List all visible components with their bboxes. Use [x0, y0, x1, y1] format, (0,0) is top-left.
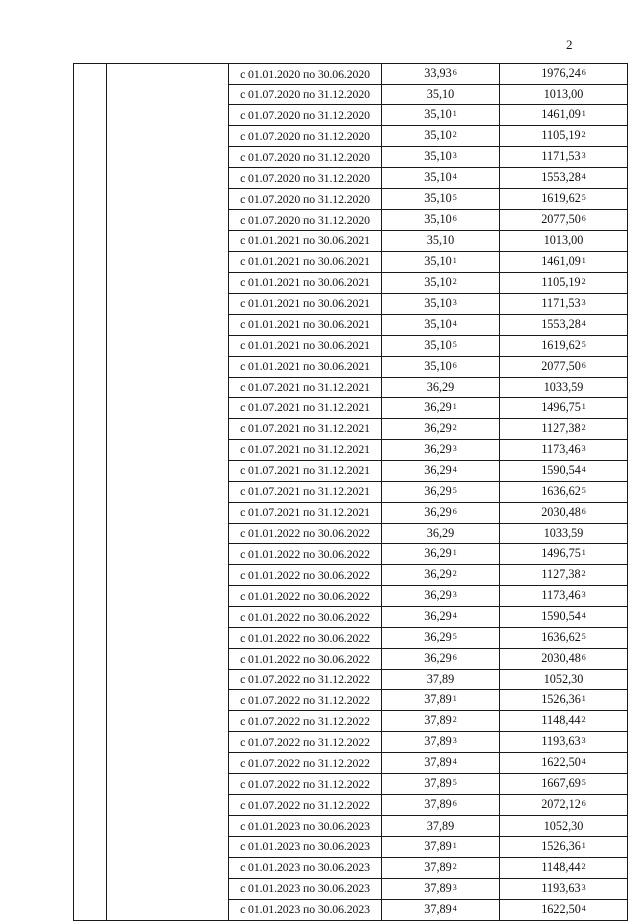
tariff-value-cell: [382, 85, 500, 105]
cell-value: 1526,36: [541, 692, 581, 707]
period-cell: с 01.07.2022 по 31.12.2022: [229, 711, 382, 732]
cell-value: 1636,62: [541, 630, 581, 645]
cell-value: 1193,63: [541, 880, 581, 895]
cell-value: 1171,53: [541, 149, 581, 164]
tariff-value-cell: [382, 774, 500, 795]
payment-value-cell: [500, 502, 628, 523]
tariff-value-cell: [382, 168, 500, 189]
tariff-value-cell: [382, 397, 500, 418]
cell-value: 1127,38: [541, 567, 581, 582]
cell-value: 35,10: [424, 337, 452, 352]
payment-value-cell: [500, 231, 628, 251]
cell-value: 37,89: [424, 797, 452, 812]
cell-value: 36,29: [424, 399, 452, 414]
cell-value: 1173,46: [541, 441, 581, 456]
footnote-marker: 3: [581, 590, 586, 600]
cell-value: 35,10: [424, 128, 452, 143]
cell-value: 1461,09: [541, 107, 581, 122]
payment-value-cell: [500, 857, 628, 878]
footnote-marker: 5: [452, 193, 457, 203]
empty-category-column-cell: [107, 64, 229, 921]
period-cell: с 01.07.2020 по 31.12.2020: [229, 189, 382, 210]
payment-value-cell: [500, 251, 628, 272]
tariff-value-cell: [382, 460, 500, 481]
payment-value-cell: [500, 670, 628, 690]
payment-value-cell: [500, 732, 628, 753]
period-cell: с 01.01.2021 по 30.06.2021: [229, 335, 382, 356]
payment-value-cell: [500, 878, 628, 899]
footnote-marker: 2: [452, 130, 457, 140]
tariff-value-cell: [382, 565, 500, 586]
page-number: 2: [566, 37, 573, 52]
footnote-marker: 1: [452, 109, 457, 119]
footnote-marker: 5: [452, 778, 457, 788]
cell-value: 37,89: [424, 755, 452, 770]
footnote-marker: 4: [581, 318, 586, 328]
tariff-value-cell: [382, 356, 500, 377]
period-cell: с 01.01.2023 по 30.06.2023: [229, 899, 382, 920]
footnote-marker: 2: [452, 861, 457, 871]
footnote-marker: 3: [581, 882, 586, 892]
footnote-marker: 1: [581, 694, 586, 704]
payment-value-cell: [500, 690, 628, 711]
period-cell: с 01.01.2021 по 30.06.2021: [229, 231, 382, 251]
payment-value-cell: [500, 816, 628, 836]
payment-value-cell: [500, 565, 628, 586]
footnote-marker: 2: [581, 569, 586, 579]
cell-value: 1622,50: [541, 755, 581, 770]
payment-value-cell: [500, 64, 628, 85]
tariff-value-cell: [382, 481, 500, 502]
cell-value: 35,10: [424, 107, 452, 122]
tariff-value-cell: [382, 314, 500, 335]
tariff-value-cell: [382, 293, 500, 314]
footnote-marker: 4: [452, 318, 457, 328]
footnote-marker: 3: [581, 297, 586, 307]
footnote-marker: 4: [581, 172, 586, 182]
cell-value: 36,29: [424, 630, 452, 645]
cell-value: 1013,00: [543, 87, 584, 102]
payment-value-cell: [500, 899, 628, 920]
footnote-marker: 1: [452, 255, 457, 265]
footnote-marker: 4: [581, 903, 586, 913]
footnote-marker: 2: [452, 276, 457, 286]
payment-value-cell: [500, 418, 628, 439]
footnote-marker: 4: [581, 611, 586, 621]
footnote-marker: 1: [452, 694, 457, 704]
tariff-value-cell: [382, 899, 500, 920]
cell-value: 2072,12: [541, 797, 581, 812]
cell-value: 1148,44: [541, 713, 581, 728]
cell-value: 37,89: [424, 692, 452, 707]
cell-value: 2077,50: [541, 212, 581, 227]
cell-value: 36,29: [426, 526, 455, 541]
period-cell: с 01.01.2021 по 30.06.2021: [229, 356, 382, 377]
tariff-value-cell: [382, 105, 500, 126]
payment-value-cell: [500, 293, 628, 314]
tariff-value-cell: [382, 816, 500, 836]
payment-value-cell: [500, 774, 628, 795]
period-cell: с 01.07.2020 по 31.12.2020: [229, 85, 382, 105]
footnote-marker: 3: [452, 443, 457, 453]
period-cell: с 01.01.2021 по 30.06.2021: [229, 272, 382, 293]
period-cell: с 01.01.2022 по 30.06.2022: [229, 607, 382, 628]
cell-value: 36,29: [424, 420, 452, 435]
payment-value-cell: [500, 377, 628, 397]
payment-value-cell: [500, 460, 628, 481]
period-cell: с 01.01.2023 по 30.06.2023: [229, 836, 382, 857]
cell-value: 1496,75: [541, 546, 581, 561]
cell-value: 1461,09: [541, 253, 581, 268]
empty-number-column-cell: [74, 64, 107, 921]
cell-value: 35,10: [426, 87, 455, 102]
cell-value: 2030,48: [541, 651, 581, 666]
payment-value-cell: [500, 272, 628, 293]
footnote-marker: 1: [452, 840, 457, 850]
payment-value-cell: [500, 335, 628, 356]
cell-value: 35,10: [424, 253, 452, 268]
cell-value: 1148,44: [541, 859, 581, 874]
cell-value: 1553,28: [541, 170, 581, 185]
cell-value: 1105,19: [541, 274, 581, 289]
footnote-marker: 3: [581, 443, 586, 453]
cell-value: 1496,75: [541, 399, 581, 414]
cell-value: 37,89: [424, 734, 452, 749]
footnote-marker: 3: [452, 297, 457, 307]
payment-value-cell: [500, 628, 628, 649]
payment-value-cell: [500, 607, 628, 628]
tariff-value-cell: [382, 189, 500, 210]
footnote-marker: 5: [581, 339, 586, 349]
period-cell: с 01.01.2022 по 30.06.2022: [229, 523, 382, 543]
period-cell: с 01.07.2022 по 31.12.2022: [229, 670, 382, 690]
tariff-value-cell: [382, 64, 500, 85]
period-cell: с 01.01.2023 по 30.06.2023: [229, 816, 382, 836]
tariff-value-cell: [382, 649, 500, 670]
footnote-marker: 3: [452, 882, 457, 892]
period-cell: с 01.07.2021 по 31.12.2021: [229, 418, 382, 439]
footnote-marker: 6: [581, 214, 586, 224]
payment-value-cell: [500, 753, 628, 774]
payment-value-cell: [500, 711, 628, 732]
footnote-marker: 1: [581, 109, 586, 119]
cell-value: 35,10: [424, 170, 452, 185]
cell-value: 1553,28: [541, 316, 581, 331]
payment-value-cell: [500, 544, 628, 565]
footnote-marker: 6: [581, 68, 586, 77]
payment-value-cell: [500, 523, 628, 543]
cell-value: 1171,53: [541, 295, 581, 310]
period-cell: с 01.07.2022 по 31.12.2022: [229, 774, 382, 795]
footnote-marker: 3: [581, 151, 586, 161]
footnote-marker: 6: [452, 214, 457, 224]
tariff-value-cell: [382, 335, 500, 356]
cell-value: 37,89: [424, 901, 452, 916]
period-cell: с 01.07.2022 по 31.12.2022: [229, 732, 382, 753]
period-cell: с 01.07.2021 по 31.12.2021: [229, 460, 382, 481]
period-cell: с 01.07.2022 по 31.12.2022: [229, 795, 382, 816]
footnote-marker: 3: [581, 736, 586, 746]
period-cell: с 01.01.2023 по 30.06.2023: [229, 857, 382, 878]
cell-value: 2077,50: [541, 358, 581, 373]
payment-value-cell: [500, 314, 628, 335]
cell-value: 36,29: [424, 588, 452, 603]
tariff-value-cell: [382, 418, 500, 439]
footnote-marker: 1: [452, 548, 457, 558]
tariff-value-cell: [382, 231, 500, 251]
cell-value: 1105,19: [541, 128, 581, 143]
footnote-marker: 4: [452, 903, 457, 913]
payment-value-cell: [500, 105, 628, 126]
tariff-value-cell: [382, 544, 500, 565]
period-cell: с 01.07.2020 по 31.12.2020: [229, 105, 382, 126]
payment-value-cell: [500, 147, 628, 168]
footnote-marker: 1: [581, 255, 586, 265]
cell-value: 35,10: [424, 212, 452, 227]
period-cell: с 01.07.2021 по 31.12.2021: [229, 502, 382, 523]
cell-value: 33,93: [424, 66, 452, 80]
period-cell: с 01.07.2021 по 31.12.2021: [229, 397, 382, 418]
footnote-marker: 4: [452, 172, 457, 182]
footnote-marker: 5: [452, 632, 457, 642]
tariff-value-cell: [382, 439, 500, 460]
tariff-value-cell: [382, 795, 500, 816]
cell-value: 35,10: [424, 358, 452, 373]
tariff-value-cell: [382, 753, 500, 774]
cell-value: 35,10: [424, 316, 452, 331]
footnote-marker: 2: [581, 276, 586, 286]
payment-value-cell: [500, 210, 628, 231]
payment-value-cell: [500, 85, 628, 105]
cell-value: 36,29: [424, 567, 452, 582]
footnote-marker: 5: [581, 485, 586, 495]
period-cell: с 01.07.2022 по 31.12.2022: [229, 753, 382, 774]
payment-value-cell: [500, 356, 628, 377]
payment-value-cell: [500, 649, 628, 670]
cell-value: 36,29: [424, 483, 452, 498]
period-cell: с 01.01.2022 по 30.06.2022: [229, 628, 382, 649]
tariff-table-wrapper: [73, 63, 628, 921]
footnote-marker: 2: [581, 861, 586, 871]
footnote-marker: 2: [581, 130, 586, 140]
footnote-marker: 6: [581, 360, 586, 370]
footnote-marker: 1: [452, 401, 457, 411]
cell-value: 36,29: [424, 462, 452, 477]
period-cell: с 01.01.2022 по 30.06.2022: [229, 565, 382, 586]
period-cell: с 01.07.2020 по 31.12.2020: [229, 210, 382, 231]
cell-value: 35,10: [424, 274, 452, 289]
footnote-marker: 6: [581, 799, 586, 809]
period-cell: с 01.01.2023 по 30.06.2023: [229, 878, 382, 899]
cell-value: 1619,62: [541, 191, 581, 206]
cell-value: 36,29: [424, 651, 452, 666]
footnote-marker: 3: [452, 590, 457, 600]
footnote-marker: 1: [581, 548, 586, 558]
footnote-marker: 1: [581, 840, 586, 850]
tariff-value-cell: [382, 836, 500, 857]
tariff-value-cell: [382, 670, 500, 690]
footnote-marker: 5: [581, 778, 586, 788]
cell-value: 1590,54: [541, 609, 581, 624]
cell-value: 1052,30: [543, 818, 584, 833]
tariff-table-body: [74, 64, 628, 921]
footnote-marker: 2: [581, 422, 586, 432]
cell-value: 37,89: [424, 713, 452, 728]
cell-value: 37,89: [424, 859, 452, 874]
tariff-value-cell: [382, 272, 500, 293]
payment-value-cell: [500, 397, 628, 418]
tariff-value-cell: [382, 147, 500, 168]
tariff-value-cell: [382, 690, 500, 711]
period-cell: с 01.01.2021 по 30.06.2021: [229, 251, 382, 272]
tariff-value-cell: [382, 210, 500, 231]
cell-value: 1013,00: [543, 233, 584, 248]
cell-value: 35,10: [426, 233, 455, 248]
cell-value: 1667,69: [541, 776, 581, 791]
footnote-marker: 2: [452, 569, 457, 579]
cell-value: 1033,59: [543, 526, 584, 541]
payment-value-cell: [500, 481, 628, 502]
payment-value-cell: [500, 836, 628, 857]
footnote-marker: 6: [452, 360, 457, 370]
tariff-value-cell: [382, 607, 500, 628]
cell-value: 2030,48: [541, 504, 581, 519]
cell-value: 1193,63: [541, 734, 581, 749]
tariff-value-cell: [382, 857, 500, 878]
tariff-value-cell: [382, 126, 500, 147]
tariff-value-cell: [382, 878, 500, 899]
tariff-value-cell: [382, 732, 500, 753]
cell-value: 37,89: [424, 880, 452, 895]
cell-value: 1622,50: [541, 901, 581, 916]
cell-value: 35,10: [424, 149, 452, 164]
cell-value: 1619,62: [541, 337, 581, 352]
cell-value: 1052,30: [543, 672, 584, 687]
period-cell: с 01.07.2021 по 31.12.2021: [229, 377, 382, 397]
tariff-value-cell: [382, 586, 500, 607]
period-cell: с 01.01.2021 по 30.06.2021: [229, 293, 382, 314]
payment-value-cell: [500, 168, 628, 189]
footnote-marker: 4: [452, 611, 457, 621]
cell-value: 1636,62: [541, 483, 581, 498]
payment-value-cell: [500, 586, 628, 607]
footnote-marker: 4: [452, 464, 457, 474]
cell-value: 35,10: [424, 191, 452, 206]
tariff-value-cell: [382, 628, 500, 649]
period-cell: с 01.01.2022 по 30.06.2022: [229, 586, 382, 607]
period-cell: с 01.01.2020 по 30.06.2020: [229, 64, 382, 85]
cell-value: 35,10: [424, 295, 452, 310]
payment-value-cell: [500, 439, 628, 460]
table-row: [74, 64, 628, 85]
tariff-value-cell: [382, 523, 500, 543]
cell-value: 1590,54: [541, 462, 581, 477]
cell-value: 1976,24: [541, 66, 581, 80]
period-cell: с 01.01.2022 по 30.06.2022: [229, 649, 382, 670]
tariff-value-cell: [382, 502, 500, 523]
period-cell: с 01.07.2022 по 31.12.2022: [229, 690, 382, 711]
footnote-marker: 5: [581, 632, 586, 642]
payment-value-cell: [500, 189, 628, 210]
cell-value: 1173,46: [541, 588, 581, 603]
payment-value-cell: [500, 795, 628, 816]
footnote-marker: 6: [581, 653, 586, 663]
footnote-marker: 6: [452, 653, 457, 663]
footnote-marker: 6: [452, 799, 457, 809]
period-cell: с 01.07.2021 по 31.12.2021: [229, 481, 382, 502]
footnote-marker: 5: [452, 485, 457, 495]
period-cell: с 01.07.2020 по 31.12.2020: [229, 147, 382, 168]
footnote-marker: 5: [581, 193, 586, 203]
cell-value: 1127,38: [541, 420, 581, 435]
period-cell: с 01.07.2020 по 31.12.2020: [229, 168, 382, 189]
footnote-marker: 2: [581, 715, 586, 725]
footnote-marker: 2: [452, 422, 457, 432]
cell-value: 37,89: [426, 818, 455, 833]
period-cell: с 01.07.2020 по 31.12.2020: [229, 126, 382, 147]
tariff-value-cell: [382, 711, 500, 732]
cell-value: 37,89: [426, 672, 455, 687]
footnote-marker: 6: [452, 68, 457, 77]
footnote-marker: 1: [581, 401, 586, 411]
footnote-marker: 3: [452, 151, 457, 161]
cell-value: 37,89: [424, 838, 452, 853]
cell-value: 36,29: [424, 504, 452, 519]
footnote-marker: 6: [452, 506, 457, 516]
tariff-value-cell: [382, 377, 500, 397]
tariff-value-cell: [382, 251, 500, 272]
footnote-marker: 4: [452, 757, 457, 767]
footnote-marker: 4: [581, 757, 586, 767]
tariff-table: [73, 63, 628, 921]
footnote-marker: 4: [581, 464, 586, 474]
cell-value: 1526,36: [541, 838, 581, 853]
footnote-marker: 3: [452, 736, 457, 746]
footnote-marker: 5: [452, 339, 457, 349]
cell-value: 36,29: [426, 379, 455, 394]
cell-value: 37,89: [424, 776, 452, 791]
cell-value: 36,29: [424, 441, 452, 456]
cell-value: 36,29: [424, 546, 452, 561]
payment-value-cell: [500, 126, 628, 147]
footnote-marker: 2: [452, 715, 457, 725]
cell-value: 36,29: [424, 609, 452, 624]
period-cell: с 01.01.2022 по 30.06.2022: [229, 544, 382, 565]
period-cell: с 01.01.2021 по 30.06.2021: [229, 314, 382, 335]
period-cell: с 01.07.2021 по 31.12.2021: [229, 439, 382, 460]
footnote-marker: 6: [581, 506, 586, 516]
cell-value: 1033,59: [543, 379, 584, 394]
